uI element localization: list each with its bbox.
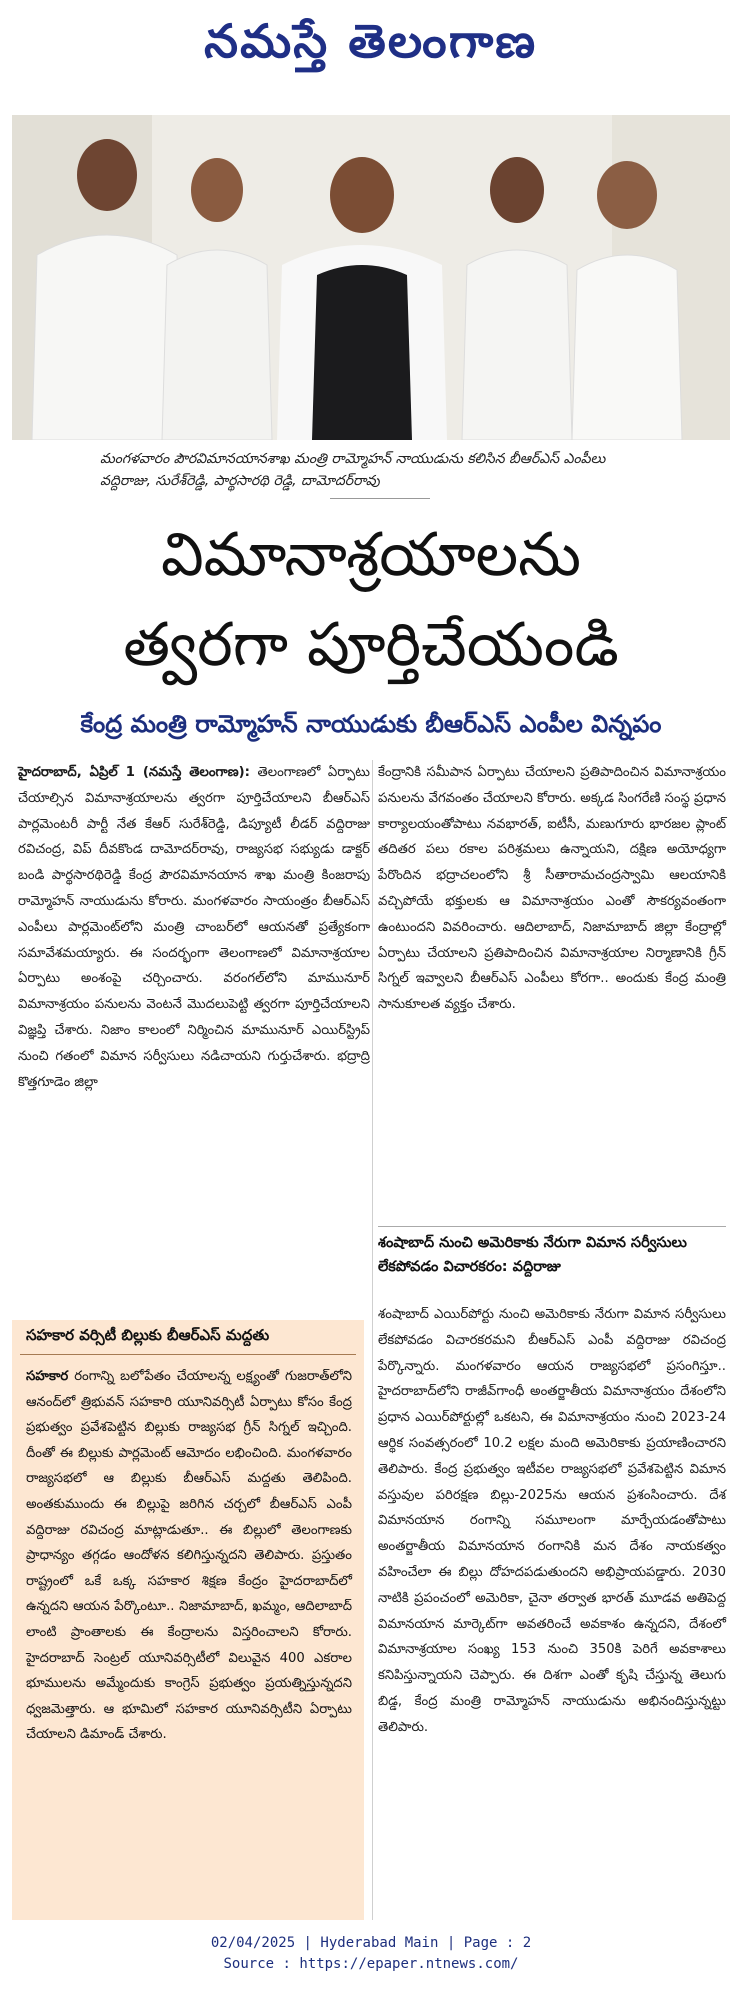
caption-divider xyxy=(330,498,430,499)
article-column-3: శంషాబాద్ ఎయిర్‌పోర్టు నుంచి అమెరికాకు నేరుగా విమాన సర్వీసులు లేకపోవడం విచారకరమని బీఆర్‌ఎస్ ఎంపీ వద్దిరాజు రవిచంద్ర పేర్కొన్నారు. మంగళవారం ఆయన రాజ్యసభలో ప్రసంగిస్తూ.. హైదరాబాద్‌లోని రాజీవ్‌గాంధీ అంతర్జాతీయ విమానాశ్రయం దేశంలోని ప్రధాన ఎయిర్‌పోర్టుల్లో ఒకటని, ఈ విమానాశ్రయం నుంచి 2023-24 ఆర్థిక సంవత్సరంలో 10.2 లక్షల మంది అమెరికాకు ప్రయాణించారని తెలిపారు. కేంద్ర ప్రభుత్వం ఇటీవల రాజ్యసభలో ప్రవేశపెట్టిన విమాన వస్తువుల పరిరక్షణ బిల్లు-2025ను ఆయన ప్రశంసించారు. దేశ విమానయాన రంగాన్ని సమూలంగా మార్చేయడంతోపాటు అంతర్జాతీయ విమానయాన రంగానికి మన దేశం నాయకత్వం వహించేలా ఈ బిల్లు దోహదపడుతుందని అభిప్రాయపడ్డారు. 2030 నాటికి ప్రపంచంలో అమెరికా, చైనా తర్వాత భారత్ మూడవ అతిపెద్ద విమానయాన మార్కెట్‌గా అవతరించే అవకాశం ఉన్నదని, దేశంలో విమానాశ్రయాల సంఖ్య 153 నుంచి 350కి పెరిగే అవకాశాలు కనిపిస్తున్నాయని చెప్పారు. ఈ దిశగా ఎంతో కృషి చేస్తున్న తెలుగు బిడ్డ, కేంద్ర మంత్రి రామ్మోహన్ నాయుడును అభినందిస్తున్నట్టు తెలిపారు. xyxy=(378,1307,726,1735)
headline-line-2: త్వరగా పూర్తిచేయండి xyxy=(123,610,619,680)
headline-line-1: విమానాశ్రయాలను xyxy=(160,520,582,590)
article-headline xyxy=(0,510,742,690)
sidebar-body xyxy=(26,1364,352,1748)
sidebar-box xyxy=(12,1320,364,1920)
sidebar-text: రంగాన్ని బలోపేతం చేయాలన్న లక్ష్యంతో గుజరాత్‌లోని ఆనంద్‌లో త్రిభువన్ సహకారి యూనివర్సిటీ ఏర్పాటు కోసం కేంద్ర ప్రభుత్వం ప్రవేశపెట్టిన బిల్లుకు రాజ్యసభ గ్రీన్ సిగ్నల్ ఇచ్చింది. దీంతో ఈ బిల్లుకు పార్లమెంట్ ఆమోదం లభించింది. మంగళవారం రాజ్యసభలో ఆ బిల్లుకు బీఆర్‌ఎస్ మద్దతు తెలిపింది. అంతకుముందు ఈ బిల్లుపై జరిగిన చర్చలో బీఆర్‌ఎస్ ఎంపీ వద్దిరాజు రవిచంద్ర మాట్లాడుతూ.. ఈ బిల్లులో తెలంగాణకు ప్రాధాన్యం తగ్గడం ఆందోళన కలిగిస్తున్నదని తెలిపారు. ప్రస్తుతం రాష్ట్రంలో ఒకే ఒక్క సహకార శిక్షణ కేంద్రం హైదరాబాద్‌లో ఉన్నదని ఆయన పేర్కొంటూ.. నిజామాబాద్, ఖమ్మం, ఆదిలాబాద్ లాంటి ప్రాంతాలకు ఈ కేంద్రాలను విస్తరించాలని కోరారు. హైదరాబాద్ సెంట్రల్ యూనివర్సిటీలో విలువైన 400 ఎకరాల భూములను అమ్మేందుకు కాంగ్రెస్ ప్రభుత్వం ప్రయత్నిస్తున్నదని ధ్వజమెత్తారు. ఆ భూమిలో సహకార యూనివర్సిటీని ఏర్పాటు చేయాలని డిమాండ్ చేశారు. xyxy=(26,1369,352,1743)
news-photo xyxy=(12,115,730,440)
column-1-text: తెలంగాణలో ఏర్పాటు చేయాల్సిన విమానాశ్రయాలను త్వరగా పూర్తిచేయాలని బీఆర్‌ఎస్ పార్లమెంటరీ పార్టీ నేత కేఆర్ సురేశ్‌రెడ్డి, డిప్యూటీ లీడర్ వద్దిరాజు రవిచంద్ర, విప్ దీవకొండ దామోదర్‌రావు, రాజ్యసభ సభ్యుడు డాక్టర్ బండి పార్థసారథిరెడ్డి కేంద్ర పౌరవిమానయాన శాఖ మంత్రి కింజరాపు రామ్మోహన్ నాయుడును కోరారు. మంగళవారం సాయంత్రం బీఆర్‌ఎస్ ఎంపీలు పార్లమెంట్‌లోని మంత్రి చాంబర్‌లో ఆయనతో ప్రత్యేకంగా సమావేశమయ్యారు. ఈ సందర్భంగా తెలంగాణలో విమానాశ్రయాల ఏర్పాటు అంశంపై చర్చించారు. వరంగల్‌లోని మామునూర్ విమానాశ్రయం పనులను వెంటనే మొదలుపెట్టి త్వరగా పూర్తిచేయాలని విజ్ఞప్తి చేశారు. నిజాం కాలంలో నిర్మించిన మామునూర్ ఎయిర్‌స్ట్రిప్ నుంచి గతంలో విమాన సర్వీసులు నడిచాయని గుర్తుచేశారు. భద్రాద్రి కొత్తగూడెం జిల్లా xyxy=(18,765,370,1090)
photo-illustration xyxy=(12,115,730,440)
photo-caption: మంగళవారం పౌరవిమానయానశాఖ మంత్రి రామ్మోహన్ నాయుడును కలిసిన బీఆర్‌ఎస్ ఎంపీలు వద్దిరాజు, సురేశ్‌రెడ్డి, పార్థసారథి రెడ్డి, దామోదర్‌రావు xyxy=(100,451,606,489)
sidebar-title: సహకార వర్సిటీ బిల్లుకు బీఆర్‌ఎస్ మద్దతు xyxy=(26,1326,270,1344)
secondary-subheading: శంషాబాద్ నుంచి అమెరికాకు నేరుగా విమాన సర్వీసులు లేకపోవడం విచారకరం: వద్దిరాజు xyxy=(378,1226,726,1279)
article-subheadline: కేంద్ర మంత్రి రామ్మోహన్ నాయుడుకు బీఆర్‌ఎస్ ఎంపీల విన్నపం xyxy=(80,710,662,738)
footer-source-line: Source : https://epaper.ntnews.com/ xyxy=(223,1956,519,1972)
masthead-title: నమస్తే తెలంగాణ xyxy=(204,14,538,68)
article-column-1 xyxy=(18,760,370,1095)
sidebar-lead-word: సహకార xyxy=(26,1369,69,1384)
column-divider xyxy=(372,760,373,1920)
sidebar-divider xyxy=(20,1354,356,1355)
dateline: హైదరాబాద్, ఏప్రిల్ 1 (నమస్తే తెలంగాణ): xyxy=(18,765,250,780)
footer-edition-line: 02/04/2025 | Hyderabad Main | Page : 2 xyxy=(210,1935,532,1951)
article-column-2: కేంద్రానికి సమీపాన ఏర్పాటు చేయాలని ప్రతిపాదించిన విమానాశ్రయం పనులను వేగవంతం చేయాలని కోరారు. అక్కడ సింగరేణి సంస్థ ప్రధాన కార్యాలయంతోపాటు నవభారత్, ఐటీసీ, మణుగూరు భారజల ప్లాంట్ తదితర పలు రకాల పరిశ్రమలు ఉన్నాయని, దక్షిణ అయోధ్యగా పేరొందిన భద్రాచలంలోని శ్రీ సీతారామచంద్రస్వామి ఆలయానికి వచ్చిపోయే భక్తులకు ఆ విమానాశ్రయం ఎంతో సౌకర్యవంతంగా ఉంటుందని వివరించారు. ఆదిలాబాద్, నిజామాబాద్ జిల్లా కేంద్రాల్లో ఏర్పాటు చేయాలని ప్రతిపాదించిన విమానాశ్రయాల నిర్మాణానికి గ్రీన్ సిగ్నల్ ఇవ్వాలని బీఆర్‌ఎస్ ఎంపీలు కోరగా.. అందుకు కేంద్ర మంత్రి సానుకూలత వ్యక్తం చేశారు. xyxy=(378,765,726,1013)
masthead xyxy=(0,0,742,82)
page-footer xyxy=(0,1933,742,1975)
